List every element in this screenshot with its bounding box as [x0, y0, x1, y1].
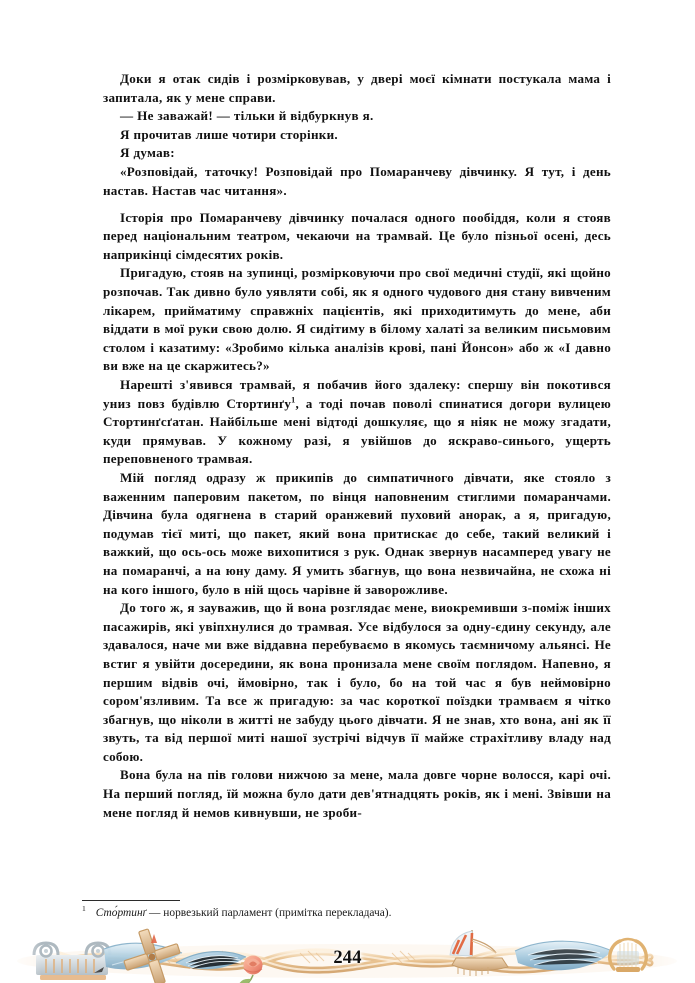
- paragraph-8-text-before-footnote: Нарешті з'явився трамвай, я побачив його здалеку: спершу він покотився униз повз будівлю Стортинґу: [103, 377, 611, 411]
- paragraph-4: Я думав:: [120, 145, 175, 161]
- page-number: 244: [333, 948, 362, 968]
- footnote-definition: — норвезький парламент (примітка перекладача).: [146, 907, 392, 919]
- paragraph-5-quote: «Розповідай, таточку! Розповідай про Помаранчеву дівчинку. Я тут, і день настав. Настав час читання».: [103, 163, 611, 198]
- footnote-number: 1: [82, 904, 86, 914]
- paragraph-2-dialogue: — Не заважай! — тільки й відбуркнув я.: [120, 108, 374, 124]
- paragraph-10: До того ж, я зауважив, що й вона розглядає мене, виокремивши з-поміж інших пасажирів, які увіпхнулися до трамвая. Усе відбулося за одну-єдину секунду, але здавалося, наче ми вже віддавна перебуваємо в якомусь таємничому альянсі. Не встиг я увійти досередини, як вона пронизала мене своїм поглядом. Напевно, я першим відвів очі, ймовірно, так і було, бо на той час я був неймовірно сором'язливим. Та все ж пригадую: за час короткої поїздки трамваєм я чітко збагнув, що ніколи в житті не забуду цього дівчати. Я не знав, хто вона, ані як її звуть, та від першої миті нашої зустрічі відчув її майже страхітливу владу над собою.: [103, 600, 611, 764]
- paragraph-9: Мій погляд одразу ж прикипів до симпатичного дівчати, яке стояло з важенним паперовим пакетом, по вінця наповненим стиглими помаранчами. Дівчина була одягнена в старий оранжевий пуховий анорак, а я, пригадую, подумав тієї миті, що пакет, який вона притискає до себе, такий великий і важкий, що ось-ось може вихопитися з рук. Однак звернув насамперед увагу не на помаранчі, а на юну даму. Я умить збагнув, що вона незвичайна, не схожа ні на кого іншого, було в ній щось чарівне й заворожливе.: [103, 469, 611, 597]
- footnote-separator-rule: [82, 900, 180, 901]
- main-text-column: [103, 70, 611, 822]
- footnote-term: Сто́ртинґ: [95, 907, 147, 919]
- footnote-area: [82, 900, 612, 920]
- footnote-text: [82, 906, 612, 920]
- paragraph-11: Вона була на пів голови нижчою за мене, мала довге чорне волосся, карі очі. На перший погляд, їй можна було дати дев'ятнадцять років, як і мені. Звівши на мене погляд й немов кивнувши, не зроби-: [103, 767, 611, 820]
- paragraph-1: Доки я отак сидів і розмірковував, у двері моєї кімнати постукала мама і запитала, як у мене справи.: [103, 71, 611, 105]
- footnote-reference-marker: 1: [291, 395, 296, 405]
- paragraph-3: Я прочитав лише чотири сторінки.: [120, 126, 338, 142]
- paragraph-6: Історія про Помаранчеву дівчинку почалася одного пообіддя, коли я стояв перед національним театром, чекаючи на трамвай. Це було пізньої осені, десь наприкінці сімдесятих років.: [103, 209, 611, 262]
- paragraph-7: Пригадую, стояв на зупинці, розмірковуючи про свої медичні студії, які щойно розпочав. Так дивно було уявляти собі, як я одного чудового дня стану вивченим лікарем, прийматиму справжніх пацієнтів, які приходитимуть до мене, аби віддати в мої руки свою долю. Я сидітиму в білому халаті за великим письмовим столом і казатиму: «Зробимо кілька аналізів крові, пані Йонсон» або ж «І давно ви вже на це скаржитесь?»: [103, 265, 611, 374]
- paragraph-8-text-after-footnote: , а тоді почав поволі спинатися догори вулицею Стортинґсґатан. Найбільше мені відтоді дошкуляє, що я ніяк не можу згадати, куди прямував. У кожному разі, я увійшов до яскраво-синього, ущерть переповненого трамвая.: [103, 395, 612, 467]
- paragraph-8: [103, 376, 611, 469]
